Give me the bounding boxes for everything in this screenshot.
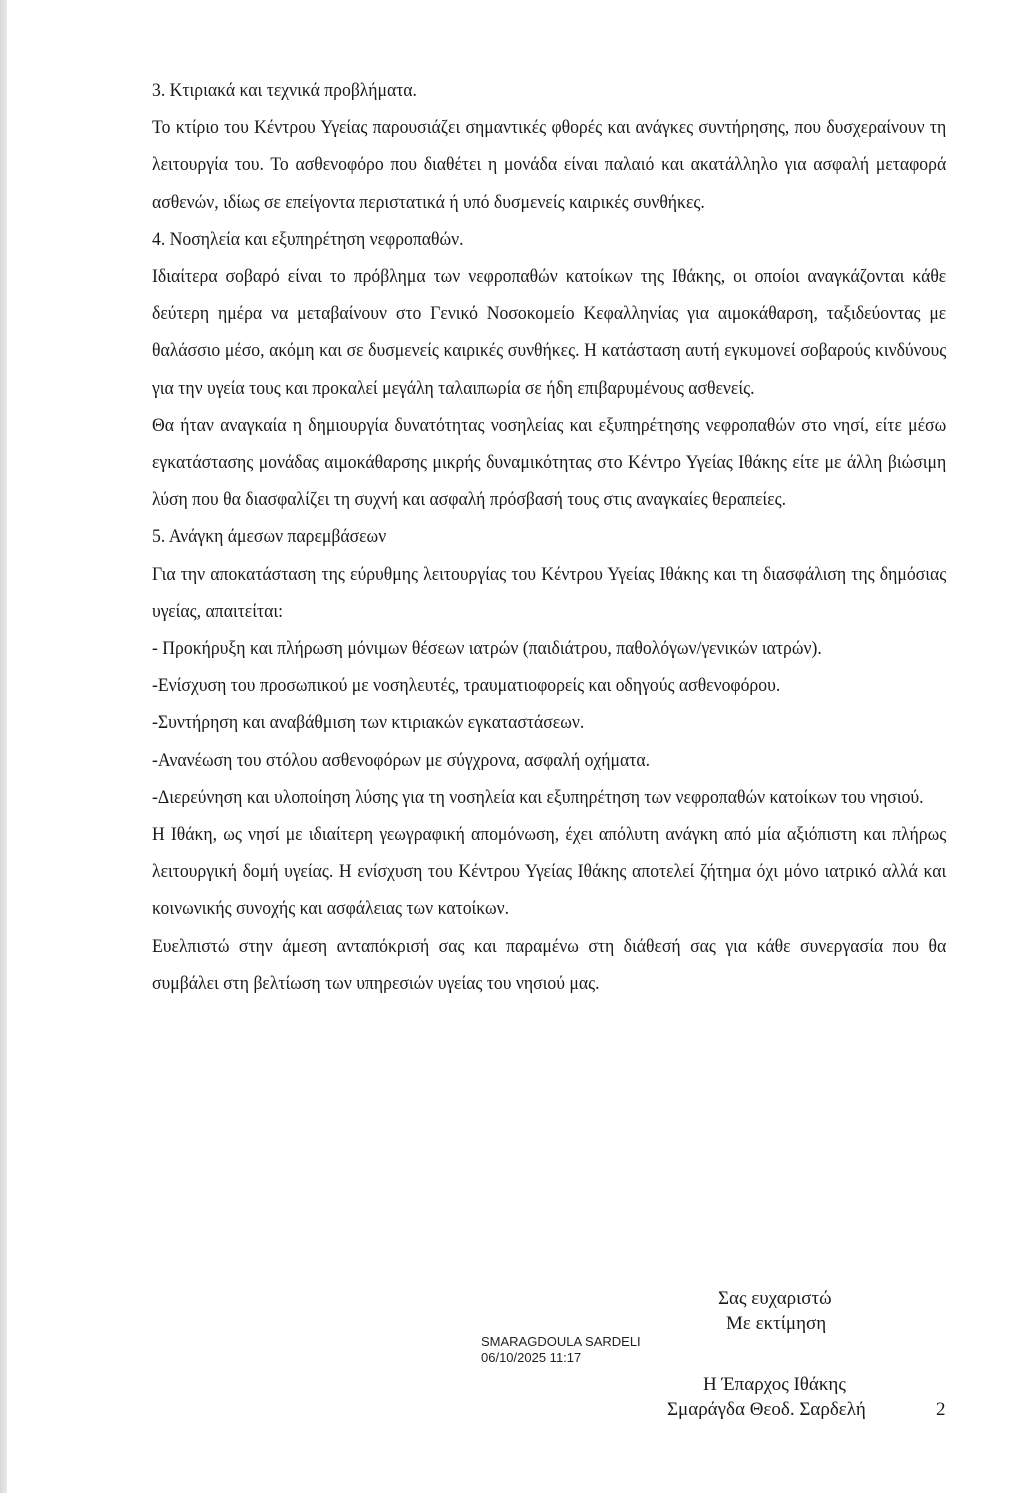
paragraph: Για την αποκατάσταση της εύρυθμης λειτουργίας του Κέντρου Υγείας Ιθάκης και τη διασφάλιση της δημόσιας υγείας, απαιτείται: bbox=[152, 563, 947, 622]
paragraph: Θα ήταν αναγκαία η δημιουργία δυνατότητας νοσηλείας και εξυπηρέτησης νεφροπαθών στο νησί, είτε μέσω εγκατάστασης μονάδας αιμοκάθαρσης μικρής δυναμικότητας στο Κέντρο Υγείας Ιθάκης είτε με άλλη βιώσιμη λύση που θα διασφαλίζει τη συχνή και ασφαλή πρόσβασή τους στις αναγκαίες θεραπείες. bbox=[152, 414, 947, 511]
list-item: -Συντήρηση και αναβάθμιση των κτιριακών εγκαταστάσεων. bbox=[152, 712, 585, 734]
closing-regards: Με εκτίμηση bbox=[726, 1313, 827, 1334]
section-heading: 5. Ανάγκη άμεσων παρεμβάσεων bbox=[152, 526, 387, 548]
closing-thanks: Σας ευχαριστώ bbox=[718, 1288, 832, 1309]
document-body bbox=[152, 72, 946, 1002]
list-item: -Ενίσχυση του προσωπικού με νοσηλευτές, τραυματιοφορείς και οδηγούς ασθενοφόρου. bbox=[152, 675, 781, 697]
section-heading: 3. Κτιριακά και τεχνικά προβλήματα. bbox=[152, 80, 417, 101]
paragraph: Ευελπιστώ στην άμεση ανταπόκρισή σας και παραμένω στη διάθεσή σας για κάθε συνεργασία που θα συμβάλει στη βελτίωση των υπηρεσιών υγείας του νησιού μας. bbox=[152, 935, 947, 994]
list-item: -Ανανέωση του στόλου ασθενοφόρων με σύγχρονα, ασφαλή οχήματα. bbox=[152, 749, 651, 771]
paragraph: Το κτίριο του Κέντρου Υγείας παρουσιάζει σημαντικές φθορές και ανάγκες συντήρησης, που δυσχεραίνουν τη λειτουργία του. Το ασθενοφόρο που διαθέτει η μονάδα είναι παλαιό και ακατάλληλο για ασφαλή μεταφορά ασθενών, ιδίως σε επείγοντα περιστατικά ή υπό δυσμενείς καιρικές συνθήκες. bbox=[152, 117, 947, 213]
section-heading: 4. Νοσηλεία και εξυπηρέτηση νεφροπαθών. bbox=[152, 228, 464, 250]
signatory-title: Η Έπαρχος Ιθάκης bbox=[703, 1374, 846, 1395]
signature-signer: SMARAGDOULA SARDELI bbox=[481, 1334, 641, 1349]
signatory-name: Σμαράγδα Θεοδ. Σαρδελή bbox=[667, 1399, 866, 1420]
digital-signature-stamp bbox=[481, 1334, 641, 1366]
list-item: - Προκήρυξη και πλήρωση μόνιμων θέσεων ιατρών (παιδιάτρου, παθολόγων/γενικών ιατρών). bbox=[152, 638, 822, 660]
page-number: 2 bbox=[936, 1399, 946, 1420]
paragraph: Η Ιθάκη, ως νησί με ιδιαίτερη γεωγραφική απομόνωση, έχει απόλυτη ανάγκη από μία αξιόπιστη και πλήρως λειτουργική δομή υγείας. Η ενίσχυση του Κέντρου Υγείας Ιθάκης αποτελεί ζήτημα όχι μόνο ιατρικό αλλά και κοινωνικής συνοχής και ασφάλειας των κατοίκων. bbox=[152, 824, 947, 920]
signature-timestamp: 06/10/2025 11:17 bbox=[481, 1350, 582, 1365]
paragraph: Ιδιαίτερα σοβαρό είναι το πρόβλημα των νεφροπαθών κατοίκων της Ιθάκης, οι οποίοι αναγκάζονται κάθε δεύτερη ημέρα να μεταβαίνουν στο Γενικό Νοσοκομείο Κεφαλληνίας για αιμοκάθαρση, ταξιδεύοντας με θαλάσσιο μέσο, ακόμη και σε δυσμενείς καιρικές συνθήκες. Η κατάσταση αυτή εγκυμονεί σοβαρούς κινδύνους για την υγεία τους και προκαλεί μεγάλη ταλαιπωρία σε ήδη επιβαρυμένους ασθενείς. bbox=[152, 266, 947, 399]
list-item: -Διερεύνηση και υλοποίηση λύσης για τη νοσηλεία και εξυπηρέτηση των νεφροπαθών κατοίκων του νησιού. bbox=[152, 786, 924, 808]
